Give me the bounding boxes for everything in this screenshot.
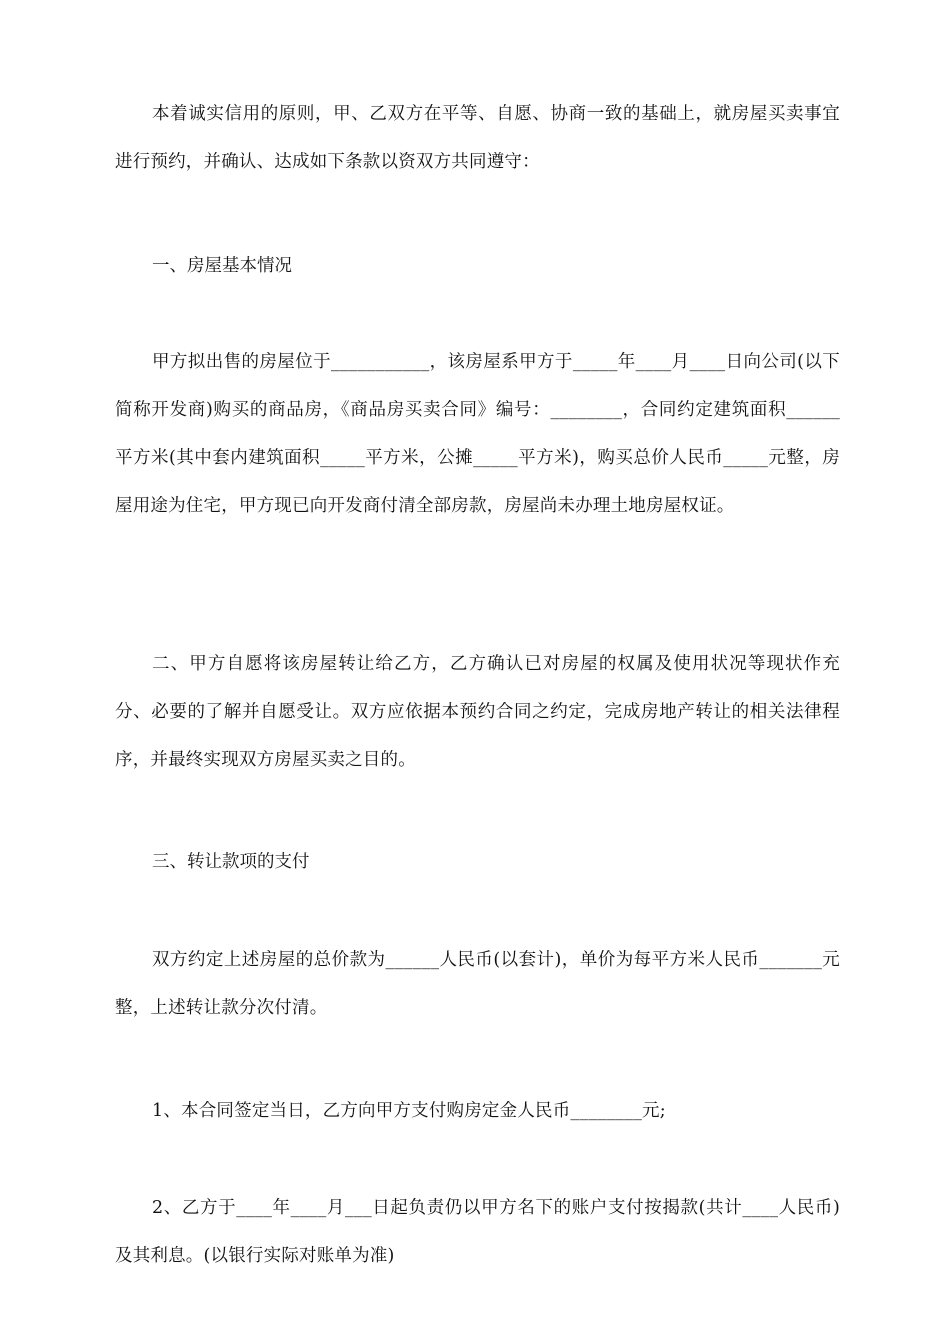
item2-text: 2、乙方于____年____月___日起负责仍以甲方名下的账户支付按揭款(共计____人民币)及其利息。(以银行实际对账单为准) bbox=[115, 1198, 840, 1266]
section1-paragraph bbox=[115, 338, 840, 530]
section3-text: 双方约定上述房屋的总价款为______人民币(以套计)，单价为每平方米人民币_______元整，上述转让款分次付清。 bbox=[115, 950, 840, 1018]
item1-text: 1、本合同签定当日，乙方向甲方支付购房定金人民币________元; bbox=[152, 1101, 666, 1121]
section1-text: 甲方拟出售的房屋位于___________，该房屋系甲方于_____年____月____日向公司(以下简称开发商)购买的商品房，《商品房买卖合同》编号：________，合同约定建筑面积______平方米(其中套内建筑面积_____平方米，公摊_____平方米)，购买总价人民币_____元整，房屋用途为住宅，甲方现已向开发商付清全部房款，房屋尚未办理土地房屋权证。 bbox=[115, 352, 840, 516]
section3-heading: 三、转让款项的支付 bbox=[152, 852, 310, 872]
section2-text: 二、甲方自愿将该房屋转让给乙方，乙方确认已对房屋的权属及使用状况等现状作充分、必要的了解并自愿受让。双方应依据本预约合同之约定，完成房地产转让的相关法律程序，并最终实现双方房屋买卖之目的。 bbox=[115, 654, 840, 770]
intro-paragraph bbox=[115, 90, 840, 186]
intro-text: 本着诚实信用的原则，甲、乙双方在平等、自愿、协商一致的基础上，就房屋买卖事宜进行预约，并确认、达成如下条款以资双方共同遵守： bbox=[115, 104, 840, 172]
section2-paragraph bbox=[115, 640, 840, 784]
section3-item2 bbox=[115, 1184, 840, 1280]
section3-item1 bbox=[115, 1087, 840, 1135]
section1-heading: 一、房屋基本情况 bbox=[152, 256, 292, 276]
section3-paragraph bbox=[115, 936, 840, 1032]
